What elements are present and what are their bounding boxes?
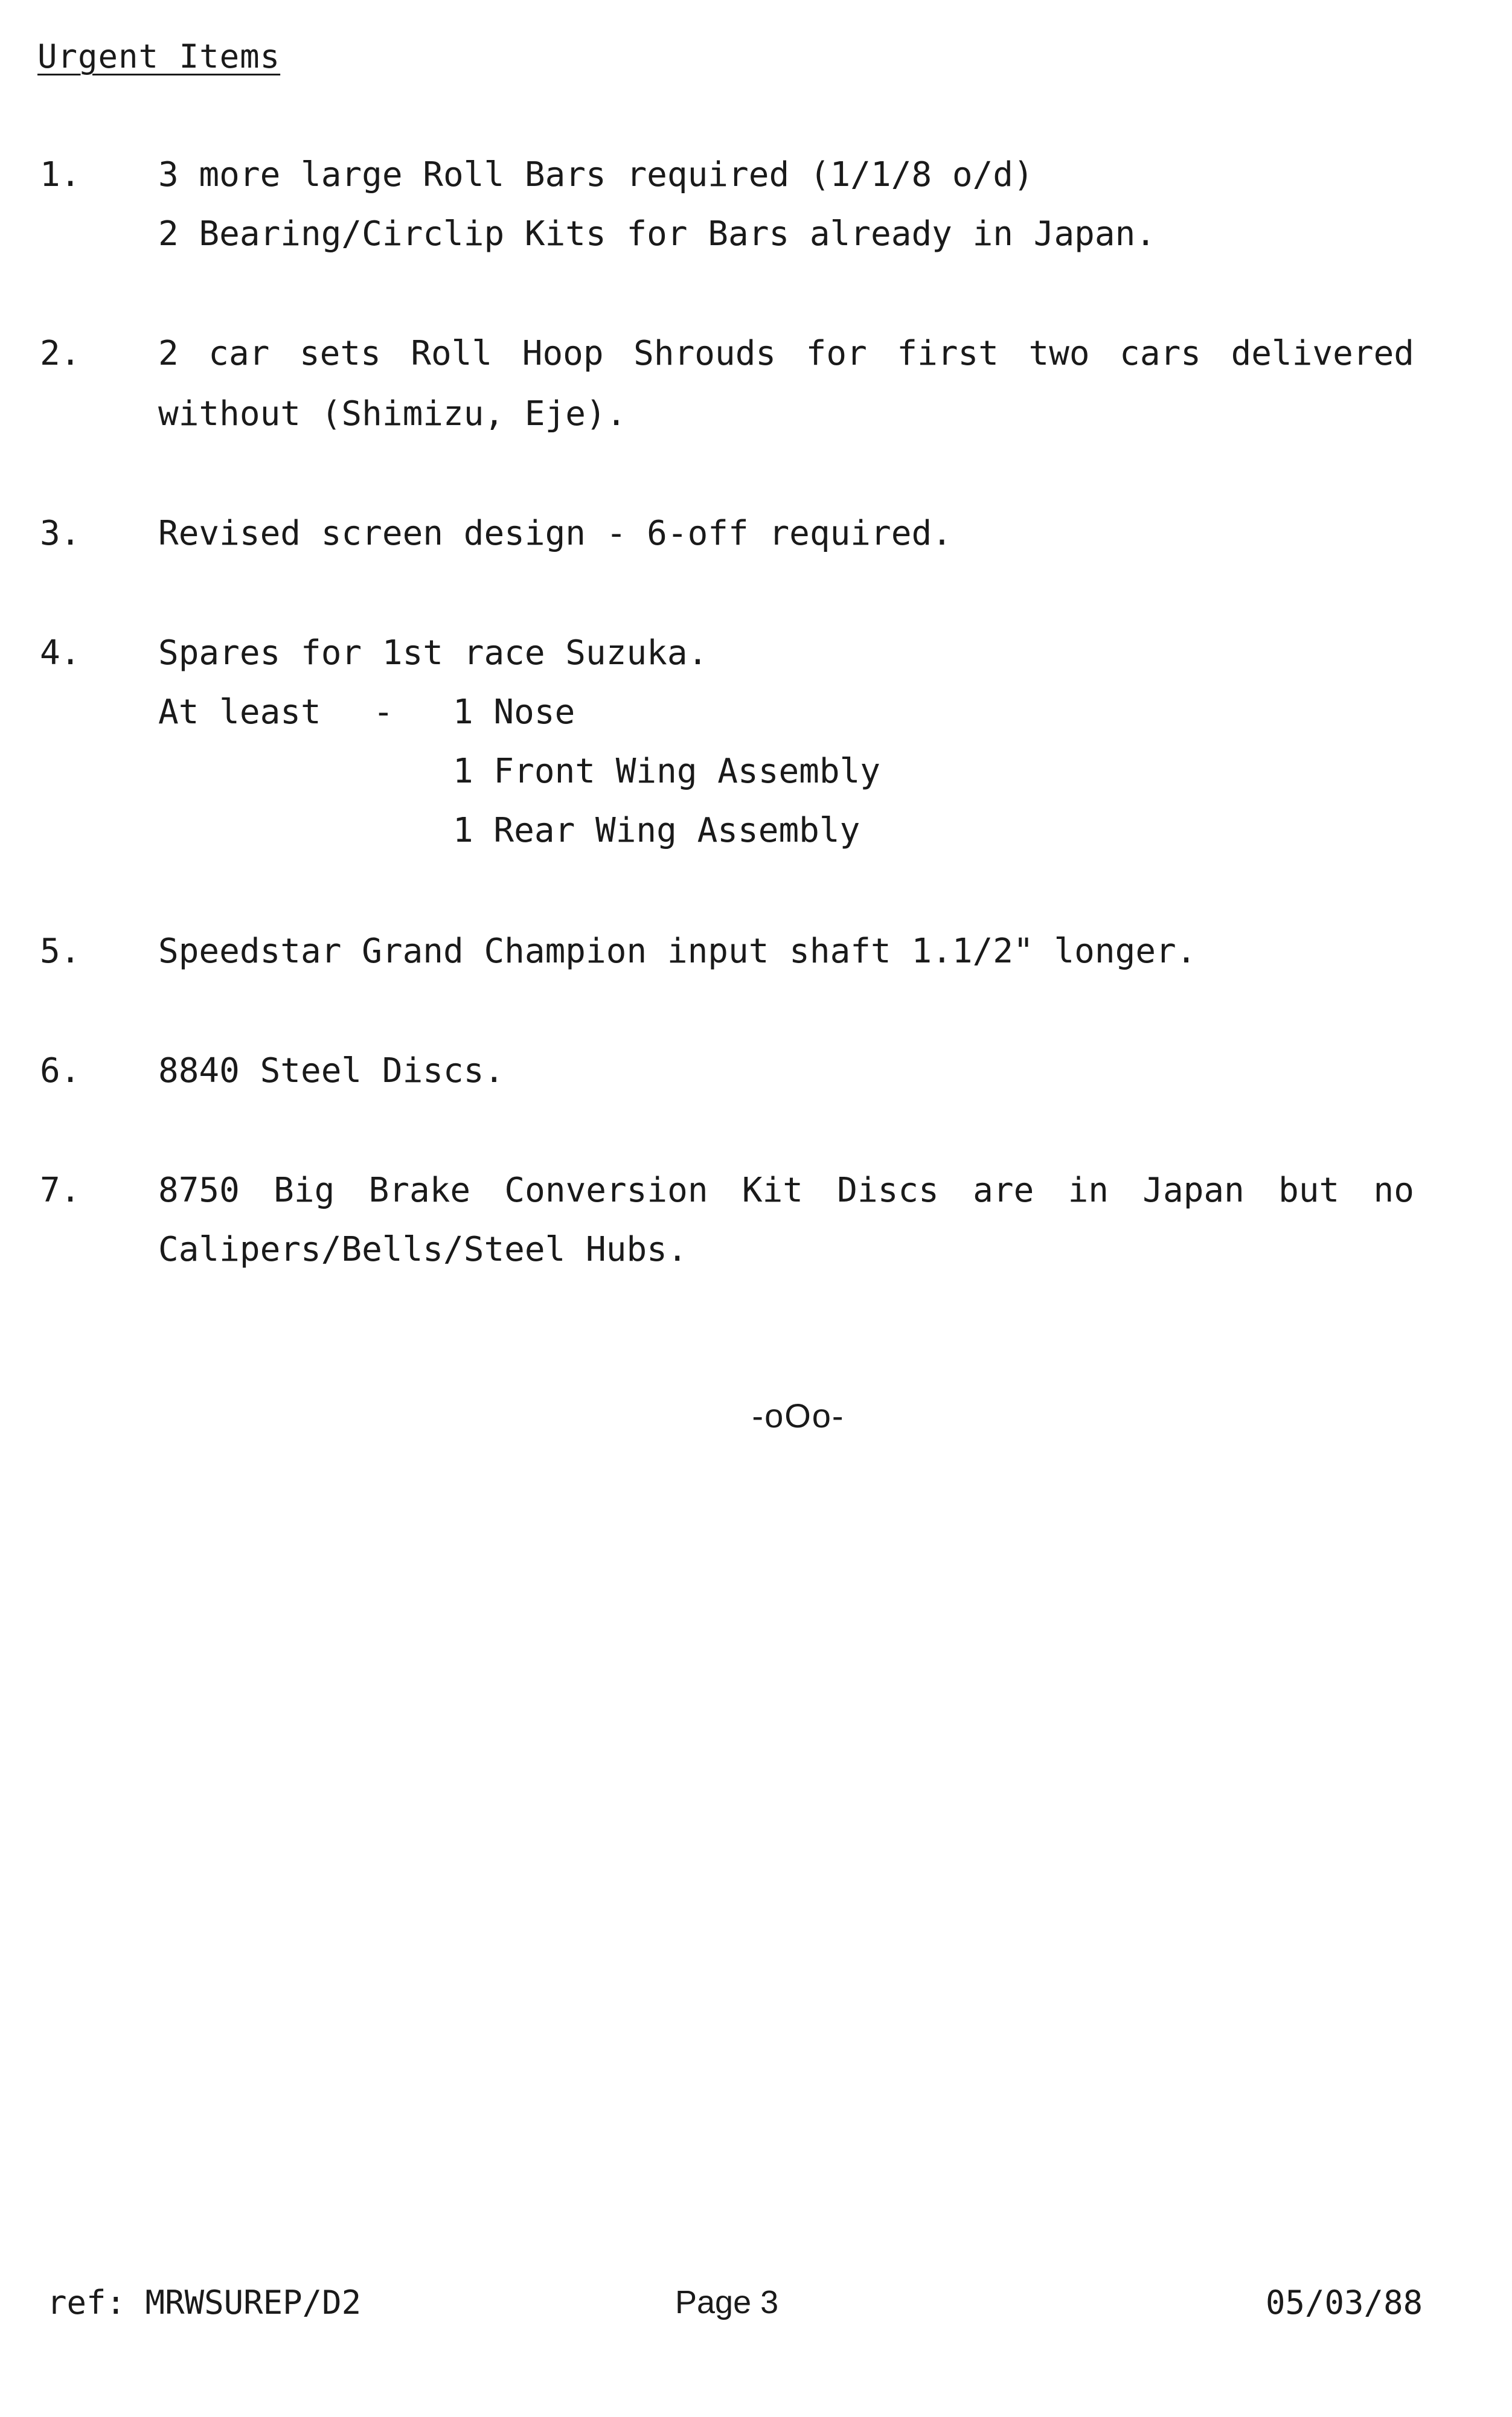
item-text: 2 car sets Roll Hoop Shrouds for first two cars delivered [158,334,1414,373]
item-number: 4. [40,633,81,673]
item-number: 7. [40,1171,81,1210]
item-text: 2 Bearing/Circlip Kits for Bars already in Japan. [158,214,1156,254]
footer-reference: ref: MRWSUREP/D2 [47,2284,362,2322]
item-number: 3. [40,514,81,553]
item-text: without (Shimizu, Eje). [158,394,627,434]
item-text: 8840 Steel Discs. [158,1051,505,1090]
item-text: Calipers/Bells/Steel Hubs. [158,1230,688,1269]
item-text: Spares for 1st race Suzuka. [158,633,708,673]
sub-item-text: 1 Front Wing Assembly [453,752,881,791]
item-number: 5. [40,932,81,971]
section-heading: Urgent Items [37,37,281,75]
item-number: 6. [40,1051,81,1090]
item-text: At least [158,693,321,732]
item-number: 2. [40,334,81,373]
end-mark: -oOo- [752,1397,845,1435]
sub-item-text: 1 Nose [453,693,575,732]
item-number: 1. [40,155,81,194]
item-text: - [373,693,394,732]
item-text: Revised screen design - 6-off required. [158,514,952,553]
sub-item-text: 1 Rear Wing Assembly [453,811,860,850]
footer-date: 05/03/88 [1266,2284,1423,2322]
item-text: 8750 Big Brake Conversion Kit Discs are in Japan but no [158,1171,1414,1210]
item-text: 3 more large Roll Bars required (1/1/8 o/d) [158,155,1034,194]
footer-page-number: Page 3 [675,2284,779,2320]
item-text: Speedstar Grand Champion input shaft 1.1/2" longer. [158,932,1197,971]
